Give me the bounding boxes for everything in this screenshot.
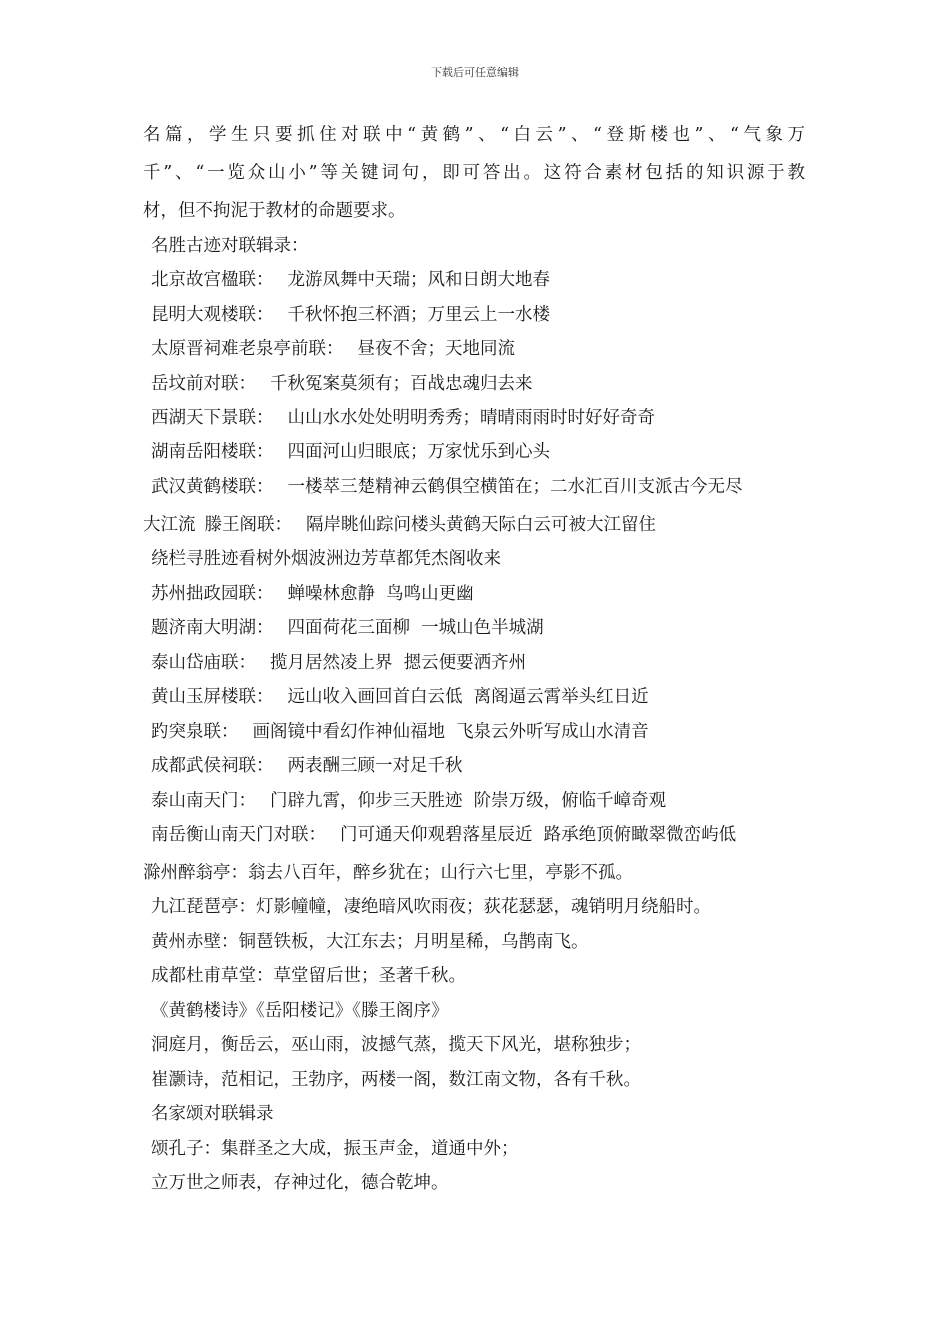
couplet-place: 南岳衡山南天门对联：: [151, 825, 326, 845]
couplet-line: [151, 269, 550, 291]
couplet-line: [151, 548, 501, 570]
couplet-line: [151, 755, 463, 777]
couplet-place: 苏州拙政园联：: [151, 584, 274, 604]
couplet-place: 西湖天下景联：: [151, 408, 274, 428]
couplet-place: 武汉黄鹤楼联：: [151, 477, 274, 497]
couplet-line: [151, 686, 649, 708]
text-line: 成都杜甫草堂：草堂留后世；圣著千秋。: [151, 966, 466, 986]
text-line: 九江琵琶亭：灯影幢幢，凄绝暗风吹雨夜；荻花瑟瑟，魂销明月绕船时。: [151, 897, 711, 917]
couplet-line: [151, 790, 666, 812]
couplet-text: 绕栏寻胜迹看树外烟波洲边芳草都凭杰阁收来: [151, 549, 501, 569]
intro-line-1: 名篇，学生只要抓住对联中“黄鹤”、“白云”、“登斯楼也”、“气象万: [143, 125, 805, 145]
couplet-line: [151, 338, 515, 360]
intro-line-2: 千”、“一览众山小”等关键词句，即可答出。这符合素材包括的知识源于教: [143, 163, 805, 183]
couplet-place: 北京故宫楹联：: [151, 270, 274, 290]
couplet-line: [151, 304, 550, 326]
couplet-text: 龙游凤舞中天瑞；风和日朗大地春: [287, 270, 550, 290]
couplet-text: 千秋怀抱三杯酒；万里云上一水楼: [287, 305, 550, 325]
couplet-place: 滕王阁联：: [204, 515, 292, 535]
text-line: 立万世之师表，存神过化，德合乾坤。: [151, 1173, 449, 1193]
intro-line-3: 材，但不拘泥于教材的命题要求。: [143, 201, 406, 221]
couplet-text: 千秋冤案莫须有；百战忠魂归去来: [270, 374, 533, 394]
couplet-line: [151, 824, 736, 846]
page-header: 下载后可任意编辑: [431, 66, 519, 79]
text-line: 洞庭月，衡岳云，巫山雨，波撼气蒸，揽天下风光，堪称独步；: [151, 1035, 641, 1055]
couplet-place: 泰山南天门：: [151, 791, 256, 811]
text-line: 崔灏诗，范相记，王勃序，两楼一阁，数江南文物，各有千秋。: [151, 1070, 641, 1090]
couplet-text: 画阁镜中看幻作神仙福地 飞泉云外听写成山水清音: [252, 722, 649, 742]
couplet-line: [151, 441, 550, 463]
text-line: 黄州赤壁：铜琶铁板，大江东去；月明星稀，乌鹊南飞。: [151, 932, 589, 952]
couplet-line: [151, 373, 533, 395]
couplet-place: 题济南大明湖：: [151, 618, 274, 638]
text-line: 颂孔子：集群圣之大成，振玉声金，道通中外；: [151, 1139, 519, 1159]
couplet-line: [151, 583, 474, 605]
couplet-line: [151, 617, 544, 639]
couplet-place: 岳坟前对联：: [151, 374, 256, 394]
couplet-line: [151, 721, 649, 743]
couplet-line: [151, 476, 743, 498]
text-line: 滁州醉翁亭：翁去八百年，醉乡犹在；山行六七里，亭影不孤。: [143, 863, 633, 883]
section-title-praise: 名家颂对联辑录: [151, 1104, 274, 1124]
couplet-text: 蝉噪林愈静 鸟鸣山更幽: [287, 584, 474, 604]
couplet-text: 四面荷花三面柳 一城山色半城湖: [287, 618, 544, 638]
couplet-text: 昼夜不舍；天地同流: [357, 339, 515, 359]
couplet-text: 门可通天仰观碧落星辰近 路承绝顶俯瞰翠微峦屿低: [340, 825, 737, 845]
couplet-text: 两表酬三顾一对足千秋: [287, 756, 463, 776]
couplet-text: 揽月居然凌上界 摁云便要洒齐州: [270, 653, 527, 673]
couplet-continuation: 大江流: [143, 515, 196, 535]
section-title-couplets: 名胜古迹对联辑录：: [151, 236, 309, 256]
couplet-place: 黄山玉屏楼联：: [151, 687, 274, 707]
couplet-text: 隔岸眺仙踪问楼头黄鹤天际白云可被大江留住: [306, 515, 656, 535]
couplet-line: [151, 407, 655, 429]
couplet-text: 四面河山归眼底；万家忧乐到心头: [287, 442, 550, 462]
couplet-text: 门辟九霄，仰步三天胜迹 阶崇万级，俯临千嶂奇观: [270, 791, 667, 811]
couplet-place: 趵突泉联：: [151, 722, 239, 742]
couplet-place: 太原晋祠难老泉亭前联：: [151, 339, 344, 359]
text-line: 《黄鹤楼诗》《岳阳楼记》《滕王阁序》: [151, 1001, 449, 1021]
couplet-place: 成都武侯祠联：: [151, 756, 274, 776]
couplet-place: 湖南岳阳楼联：: [151, 442, 274, 462]
couplet-place: 泰山岱庙联：: [151, 653, 256, 673]
couplet-text: 山山水水处处明明秀秀；晴晴雨雨时时好好奇奇: [287, 408, 655, 428]
couplet-place: 昆明大观楼联：: [151, 305, 274, 325]
couplet-text: 远山收入画回首白云低 离阁逼云霄举头红日近: [287, 687, 649, 707]
couplet-wrap-line: [143, 514, 656, 536]
couplet-text: 一楼萃三楚精神云鹤俱空横笛在；二水汇百川支派古今无尽: [287, 477, 743, 497]
couplet-line: [151, 652, 526, 674]
